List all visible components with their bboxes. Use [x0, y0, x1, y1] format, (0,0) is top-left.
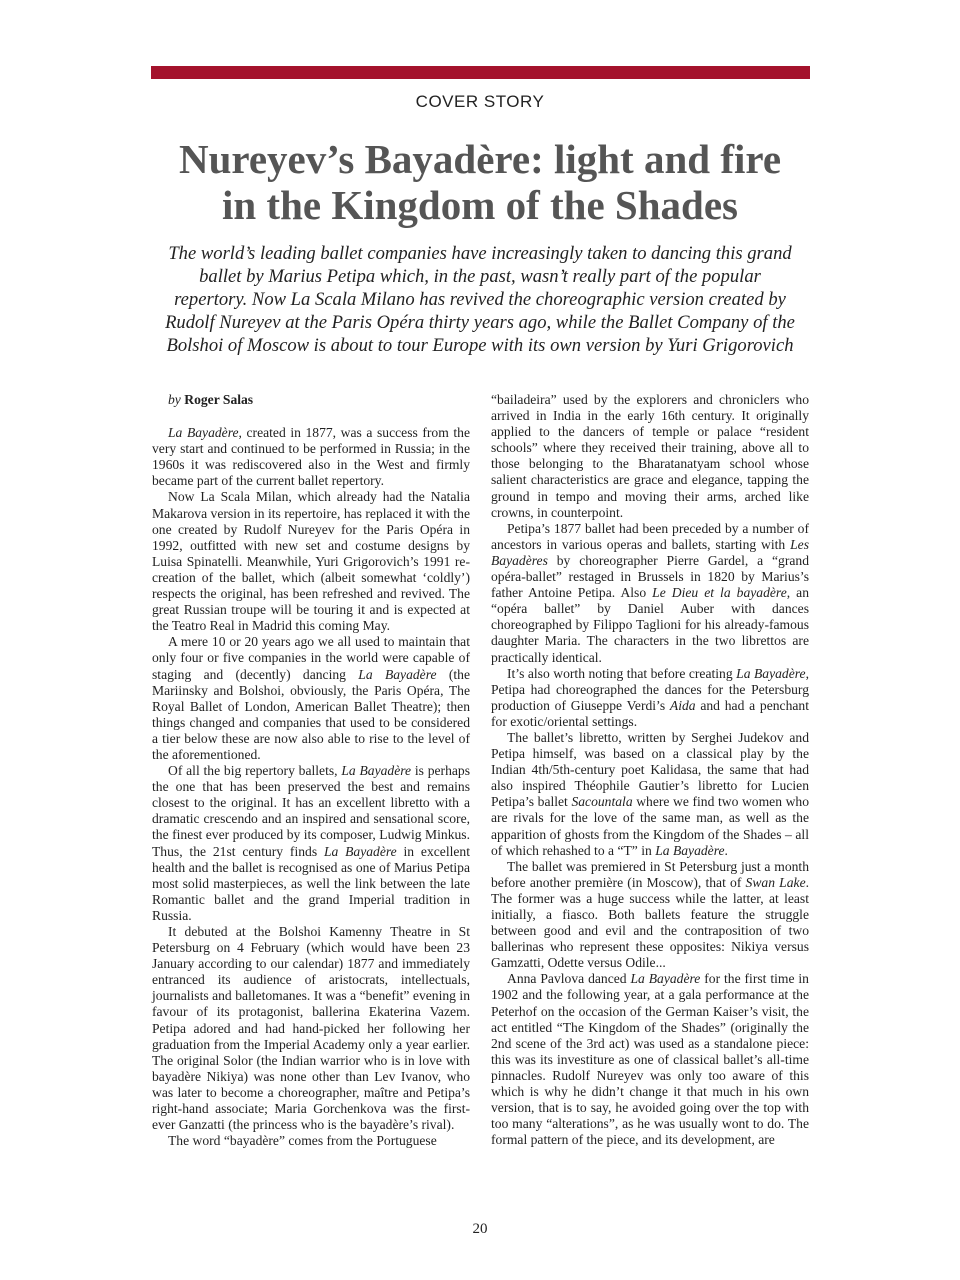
paragraph-text: by choreographer Pierre Gardel, a “grand opéra-ballet” restaged in Brussels in 1820 by Marius’s father Antoine Petipa. Also	[491, 552, 809, 601]
work-title: Sacountala	[571, 794, 633, 810]
paragraph-text: The ballet’s libretto, written by Serghei Judekov and Petipa himself, was based on a classical play by the Indian 4th/5th-century poet Kalidasa, the same that had also inspired Théophile Gautier’s libretto for Lucien Petipa’s ballet	[491, 729, 809, 810]
paragraph-text: is perhaps the one that has been preserved the best and remains closest to the original. It has an excellent libretto with a dramatic crescendo and an inspired and sensational score, the finest ever produced by its composer, Ludwig Minkus. Thus, the 21st century finds	[152, 763, 470, 859]
paragraph-text: , created in 1877, was a success from the very start and continued to be performed in Russia; in the 1960s it was rediscovered also in the West and firmly became part of the current ballet repertory.	[152, 425, 470, 489]
standfirst	[130, 242, 830, 357]
work-title: Aida	[669, 697, 696, 713]
article-paragraph	[491, 666, 809, 730]
byline-author: Roger Salas	[184, 392, 254, 407]
article-paragraph: Now La Scala Milan, which already had the Natalia Makarova version in its repertoire, has replaced it with the one created by Rudolf Nureyev for the Paris Opéra in 1992, outfitted with new set and costume designs by Luisa Spinatelli. Meanwhile, Yuri Grigorovich’s 1991 re-creation of the ballet, which (albeit somewhat ‘coldly’) respects the original, has been refreshed and revived. The great Russian troupe will be touring it and is expected at the Teatro Real in Madrid this coming May.	[152, 489, 470, 634]
article-paragraph	[491, 859, 809, 972]
headline	[120, 136, 840, 228]
section-color-bar	[151, 66, 810, 79]
standfirst-line: Rudolf Nureyev at the Paris Opéra thirty years ago, while the Ballet Company of the	[165, 312, 795, 333]
paragraph-text: Of all the big repertory ballets,	[168, 763, 342, 779]
paragraph-text: where we find two women who are rivals for the love of the same man, as well as the apparition of ghosts from the Kingdom of the Shades – all of which rehashed to a “T” in	[491, 794, 809, 858]
article-paragraph	[152, 425, 470, 489]
standfirst-line: repertory. Now La Scala Milano has revived the choreographic version created by	[174, 289, 786, 310]
paragraph-text: Petipa’s 1877 ballet had been preceded by a number of ancestors in various operas and ballets, starting with	[491, 520, 809, 552]
work-title: La Bayadère	[736, 665, 806, 681]
headline-line: Nureyev’s Bayadère: light and fire	[178, 136, 782, 182]
work-title: Swan Lake	[745, 874, 806, 890]
paragraph-text: and had a penchant for exotic/oriental settings.	[491, 697, 809, 729]
work-title: La Bayadère	[168, 425, 239, 441]
headline-line: in the Kingdom of the Shades	[221, 182, 738, 228]
article-paragraph	[491, 521, 809, 666]
work-title: La Bayadère	[358, 666, 437, 682]
article-column-right	[491, 392, 809, 1148]
work-title: La Bayadère	[655, 842, 725, 858]
paragraph-text: The ballet was premiered in St Petersburg just a month before another première (in Moscow), that of	[491, 858, 809, 890]
article-column-left	[152, 392, 470, 1149]
paragraph-text: , an “opéra ballet” by Daniel Auber with dances choreographed by Filippo Taglioni for his already-famous daughter Maria. The characters in the two librettos are practically identical.	[491, 585, 809, 665]
paragraph-text: .	[724, 842, 728, 858]
byline	[168, 392, 470, 408]
article-paragraph	[491, 971, 809, 1148]
paragraph-text: A mere 10 or 20 years ago we all used to maintain that only four or five companies in the world were capable of staging and (decently) dancing	[152, 634, 470, 682]
article-paragraph: It debuted at the Bolshoi Kamenny Theatre in St Petersburg on 4 February (which would have been 23 January according to our calendar) 1877 and immediately entranced its audience of aristocrats, intellectuals, journalists and balletomanes. It was a “benefit” evening in favour of its protagonist, ballerina Ekaterina Vazem. Petipa adored and had hand-picked her following her graduation from the Imperial Academy only a year earlier. The original Solor (the Indian warrior who is in love with bayadère Nikiya) was none other than Lev Ivanov, who was later to become a choreographer, maître and Petipa’s right-hand associate; Maria Gorchenkova was the first-ever Ganzatti (the princess who is the bayadère’s rival).	[152, 924, 470, 1133]
article-paragraph	[152, 634, 470, 763]
work-title: La Bayadère	[341, 763, 412, 779]
paragraph-text: in excellent health and the ballet is recognised as one of Marius Petipa most solid masterpieces, as well the link between the late Romantic ballet and the grand Imperial tradition in Russia.	[152, 843, 470, 923]
standfirst-line: The world’s leading ballet companies have increasingly taken to dancing this grand	[168, 243, 792, 264]
paragraph-text: . The former was a huge success while the latter, at least initially, a fiasco. Both ballets feature the struggle between good and evil and the contraposition of two ballerinas who represent these opposites: Nikiya versus Gamzatti, Odette versus Odile...	[491, 874, 810, 971]
section-label: COVER STORY	[415, 92, 545, 111]
article-paragraph	[152, 763, 470, 924]
standfirst-line: Bolshoi of Moscow is about to tour Europe with its own version by Yuri Grigorovich	[166, 335, 794, 356]
work-title: Le Dieu et la bayadère	[652, 585, 787, 601]
paragraph-text: , Petipa had choreographed the dances for the Petersburg production of Giuseppe Verdi’s	[491, 665, 809, 713]
article-paragraph: The word “bayadère” comes from the Portuguese	[168, 1133, 437, 1149]
paragraph-text: Anna Pavlova danced	[507, 971, 631, 987]
paragraph-text: It’s also worth noting that before creating	[507, 665, 737, 681]
byline-prefix: by	[168, 392, 181, 407]
paragraph-text: for the first time in 1902 and the following year, at a gala performance at the Peterhof on the occasion of the German Kaiser’s visit, the act entitled “The Kingdom of the Shades” (originally the 2nd scene of the 3rd act) was used as a standalone piece: this was its investiture as one of classical ballet’s all-time pinnacles. Rudolf Nureyev was only too aware of this which is why he didn’t change it that much in his own version, that is to say, he avoided going over the top with too many “alterations”, as he was usually wont to do. The formal pattern of the piece, and its development, are	[491, 971, 809, 1148]
work-title: Les Bayadères	[491, 536, 809, 568]
work-title: La Bayadère	[630, 971, 701, 987]
paragraph-text: (the Mariinsky and Bolshoi, obviously, the Paris Opéra, The Royal Ballet of London, American Ballet Theatre); then things changed and companies that used to be considered a tier below these are now also able to rise to the level of the aforementioned.	[152, 666, 470, 762]
page-number: 20	[472, 1221, 488, 1237]
work-title: La Bayadère	[323, 843, 397, 859]
article-paragraph	[491, 730, 809, 859]
standfirst-line: ballet by Marius Petipa which, in the past, wasn’t really part of the popular	[199, 266, 761, 287]
article-paragraph-continued: “bailadeira” used by the explorers and chroniclers who arrived in India in the early 16th century. It originally applied to the dancers of temple or palace “resident schools” where they received their training, above all to those belonging to the Bharatanatyam school whose salient characteristics are grace and elegance, tapping the ground in tempo and moving their arms, arched like crowns, in counterpoint.	[491, 392, 809, 520]
